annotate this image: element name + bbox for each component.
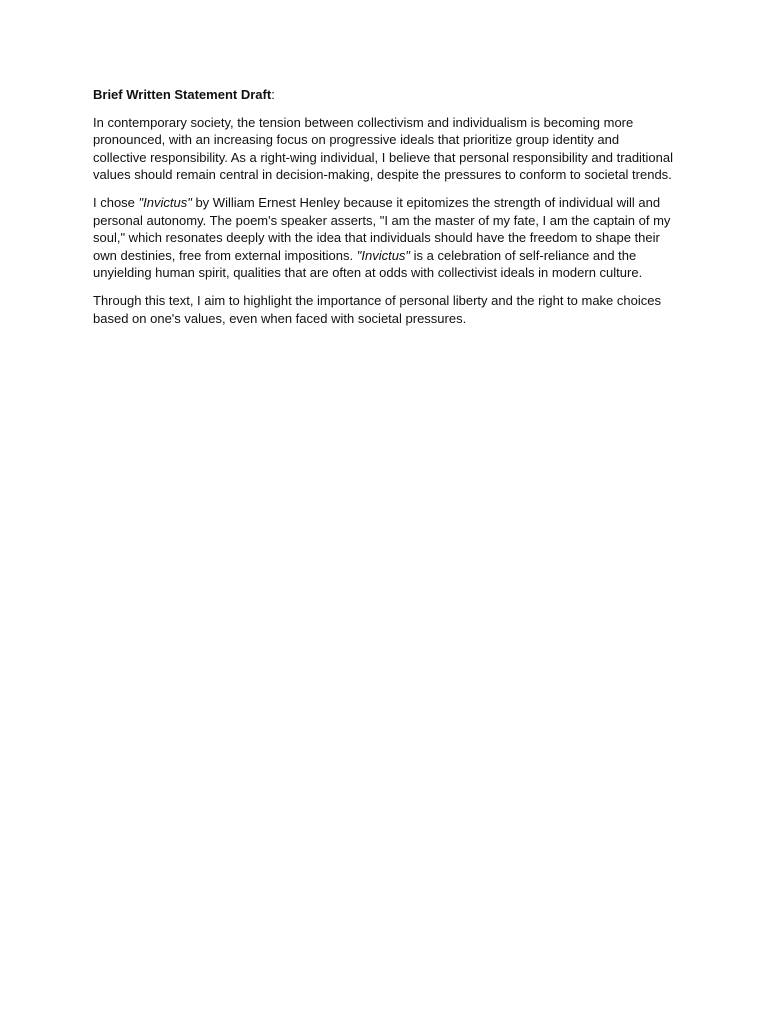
poem-title-italic-1: "Invictus" (138, 194, 192, 210)
statement-heading (93, 86, 675, 104)
document-body (93, 86, 675, 337)
heading-title: Brief Written Statement Draft (93, 87, 272, 102)
paragraph-text-choice-part3: is a celebration of self-reliance and the unyielding human spirit, qualities that are often at odds with collectivist ideals in modern culture. (93, 247, 643, 281)
poem-title-italic-2: "Invictus" (356, 247, 411, 263)
paragraph-context: In contemporary society, the tension between collectivism and individualism is becoming more pronounced, with an increasing focus on progressive ideals that prioritize group identity and collective responsibility. As a right-wing individual, I believe that personal responsibility and traditional values should remain central in decision-making, despite the pressures to conform to societal trends. (93, 114, 674, 183)
paragraph-text-choice-part2: by William Ernest Henley because it epitomizes the strength of individual will and personal autonomy. The poem's speaker asserts, "I am the master of my fate, I am the captain of my soul," which resonates deeply with the idea that individuals should have the freedom to shape their own destinies, free from external impositions. (93, 194, 671, 263)
heading-colon: : (271, 87, 275, 102)
paragraph-text-choice (93, 194, 675, 282)
paragraph-text-choice-part1: I chose (93, 194, 139, 210)
paragraph-aim: Through this text, I aim to highlight the importance of personal liberty and the right to make choices based on one's values, even when faced with societal pressures. (93, 292, 661, 326)
